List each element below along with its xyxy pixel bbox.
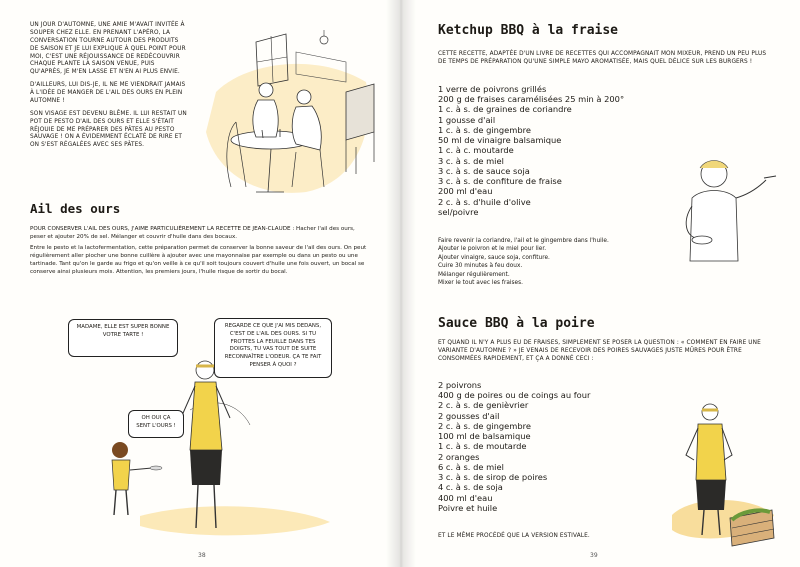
ingredient-list <box>438 84 624 217</box>
ingredient: 400 g de poires ou de coings au four <box>438 390 591 401</box>
step: Cuire 30 minutes à feu doux. <box>438 263 523 270</box>
ingredient: 1 verre de poivrons grillés <box>438 84 547 94</box>
ingredient: 4 c. à s. de soja <box>438 482 503 493</box>
right-page <box>400 0 800 567</box>
ingredient: 50 ml de vinaigre balsamique <box>438 135 562 146</box>
intro-text <box>30 22 188 155</box>
speech-bubble-woman: REGARDE CE QUE J'AI MIS DEDANS, C'EST DE L'AIL DES OURS. SI TU FROTTES LA FEUILLE DANS TES DOIGTS, TU VAS TOUT DE SUITE RECONNAÎTRE L'ODEUR. ÇA TE FAIT PENSER À QUOI ? <box>214 318 332 378</box>
body-text <box>30 226 370 280</box>
recipe-intro: ET QUAND IL N'Y A PLUS EU DE FRAISES, SIMPLEMENT SE POSER LA QUESTION : « COMMENT EN FAIRE UNE VARIANTE D'AUTOMNE ? » JE VENAIS DE RECEVOIR DES POIRES SAUVAGES JUSTE MÛRES POUR ÊTRE CONSOMMÉES RAPIDEMENT, ET ÇA A DONNÉ CECI : <box>438 340 761 362</box>
intro-paragraph: UN JOUR D'AUTOMNE, UNE AMIE M'AVAIT INVITÉE À SOUPER CHEZ ELLE. EN PRENANT L'APÉRO, LA CONVERSATION TOURNE AUTOUR DES PRODUITS DE SAISON ET JE LUI EXPLIQUE À QUEL POINT POUR MOI, C'EST UNE RÉJOUISSANCE DE REDÉCOUVRIR CHAQUE PLANTE LA SAISON VENUE, PUIS QU'APRÈS, JE M'EN LASSE ET N'EN AI PLUS ENVIE. <box>30 22 186 76</box>
ingredient: Poivre et huile <box>438 502 498 513</box>
ingredient: 400 ml d'eau <box>438 492 493 503</box>
ingredient: 200 ml d'eau <box>438 186 493 197</box>
ingredient: 1 c. à s. de graines de coriandre <box>438 104 572 115</box>
speech-bubble-kid: MADAME, ELLE EST SUPER BONNE VOTRE TARTE ! <box>68 319 178 357</box>
intro-paragraph: SON VISAGE EST DEVENU BLÊME. IL LUI RESTAIT UN POT DE PESTO D'AIL DES OURS ET ELLE S'ÉTAIT RÉJOUIE DE ME PRÉPARER DES PÂTES AU PESTO SAUVAGE ! ON A ÉVIDEMMENT ÉCLATÉ DE RIRE ET ON S'EST RÉGALÉES AVEC SES PÂTES. <box>30 110 187 149</box>
step: Ajouter vinaigre, sauce soja, confiture. <box>438 254 550 261</box>
recipe-title: Sauce BBQ à la poire <box>438 316 595 331</box>
ingredient: 3 c. à s. de miel <box>438 155 504 166</box>
tasting-woman-illustration <box>652 146 782 286</box>
recipe-outro: ET LE MÊME PROCÉDÉ QUE LA VERSION ESTIVALE. <box>438 533 590 539</box>
ingredient: 2 c. à s. de genièvrier <box>438 400 529 411</box>
ingredient: 1 c. à c. moutarde <box>438 145 514 156</box>
ingredient: 2 c. à s. d'huile d'olive <box>438 196 531 207</box>
body-paragraph: POUR CONSERVER L'AIL DES OURS, J'AIME PARTICULIÈREMENT LA RECETTE DE JEAN-CLAUDE : Hacher l'ail des ours, peser et ajouter 20% de sel. Mélanger et couvrir d'huile dans des bocaux. <box>30 226 355 240</box>
ingredient-list <box>438 380 590 513</box>
body-paragraph: Entre le pesto et la lactofermentation, cette préparation permet de conserver la bonne saveur de l'ail des ours. On peut régulièrement aller piocher une bonne cuillère à ajouter avec une mayonnaise par exemple ou dans un pesto ou une tartinade. Tant qu'on le garde au frigo et qu'on veille à ce qu'il soit toujours couvert d'huile une fois ouvert, un bocal se conserve ainsi plusieurs mois. Attention, les premiers jours, l'huile risque de sortir du bocal. <box>30 245 367 275</box>
dinner-illustration <box>196 22 380 200</box>
step: Mélanger régulièrement. <box>438 271 510 278</box>
recipe-title: Ketchup BBQ à la fraise <box>438 23 619 38</box>
ingredient: 1 c. à s. de gingembre <box>438 124 531 135</box>
ingredient: 100 ml de balsamique <box>438 431 531 442</box>
ingredient: 200 g de fraises caramélisées 25 min à 200° <box>438 94 625 105</box>
recipe-intro: CETTE RECETTE, ADAPTÉE D'UN LIVRE DE RECETTES QUI ACCOMPAGNAIT MON MIXEUR, PREND UN PEU PLUS DE TEMPS DE PRÉPARATION QU'UNE SIMPLE MAYO AROMATISÉE, MAIS QUEL DÉLICE SUR LES BURGERS ! <box>438 51 767 65</box>
speech-bubble-kid-reply: OH OUI ÇA SENT L'OURS ! <box>128 410 184 438</box>
ingredient: 3 c. à s. de sauce soja <box>438 165 530 176</box>
crate-woman-illustration <box>662 400 782 560</box>
step: Mixer le tout avec les fraises. <box>438 279 523 286</box>
ingredient: 2 oranges <box>438 451 480 462</box>
ingredient: 1 c. à s. de moutarde <box>438 441 527 452</box>
ingredient: 3 c. à s. de sirop de poires <box>438 472 548 483</box>
step: Faire revenir la coriandre, l'ail et le gingembre dans l'huile. <box>438 238 609 244</box>
intro-paragraph: D'AILLEURS, LUI DIS-JE, IL NE ME VIENDRAIT JAMAIS À L'IDÉE DE MANGER DE L'AIL DES OURS EN PLEIN AUTOMNE ! <box>30 82 186 104</box>
page-number: 39 <box>590 552 598 559</box>
ingredient: 2 gousses d'ail <box>438 410 500 421</box>
section-heading: Ail des ours <box>30 201 121 216</box>
ingredient: 6 c. à s. de miel <box>438 461 504 472</box>
ingredient: 2 poivrons <box>438 380 482 390</box>
page-number: 38 <box>198 552 206 559</box>
ingredient: 1 gousse d'ail <box>438 114 496 125</box>
step: Ajouter le poivron et le miel pour lier. <box>438 246 547 253</box>
ingredient: 3 c. à s. de confiture de fraise <box>438 176 562 187</box>
steps-list <box>438 237 609 287</box>
ingredient: sel/poivre <box>438 206 479 217</box>
ingredient: 2 c. à s. de gingembre <box>438 420 531 431</box>
